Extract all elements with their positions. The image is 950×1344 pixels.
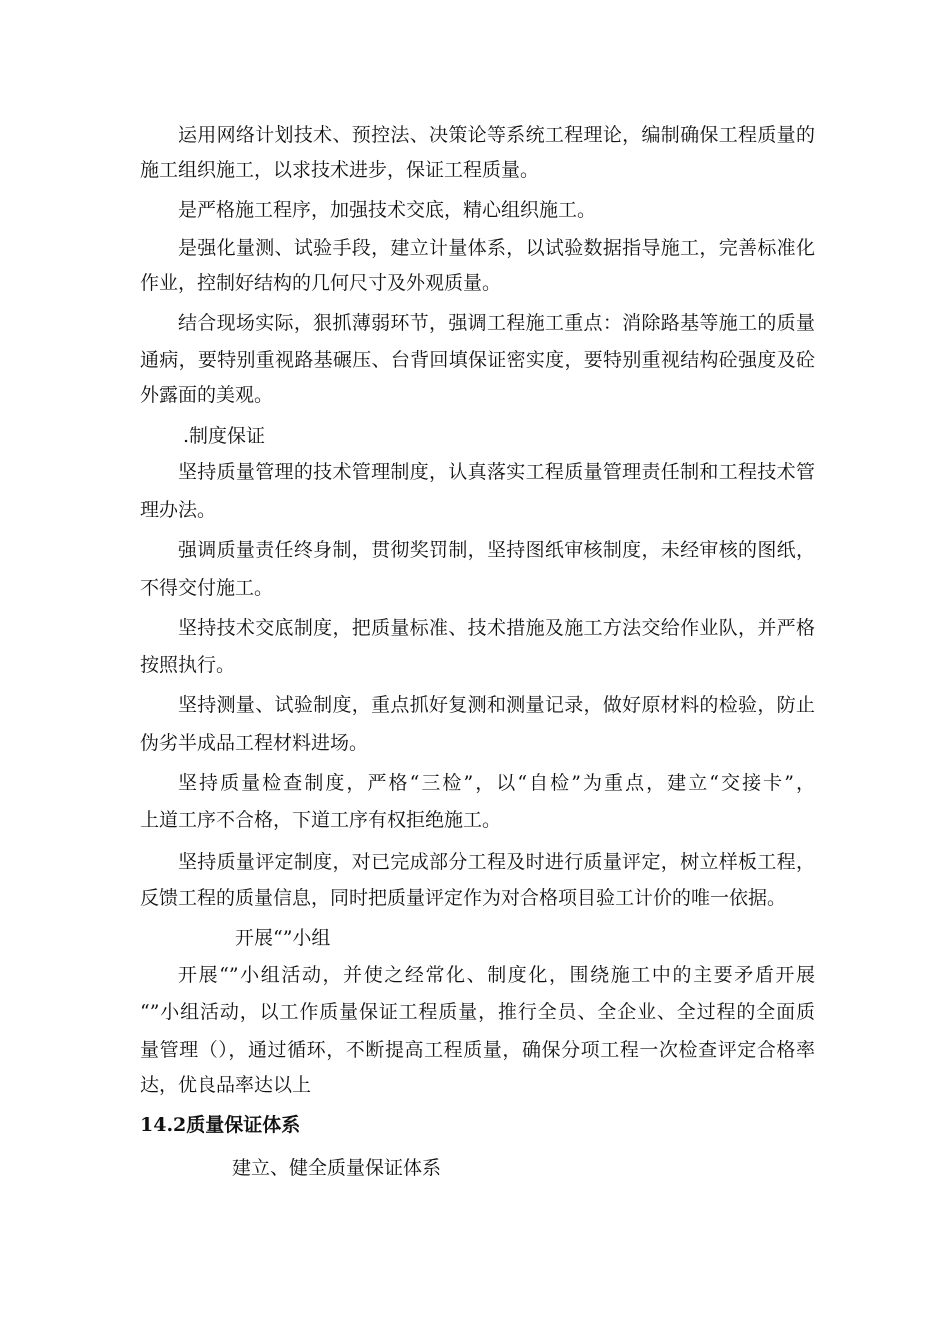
- paragraph-line: 坚持技术交底制度，把质量标准、技术措施及施工方法交给作业队，并严格: [178, 617, 815, 639]
- paragraph-line: 按照执行。: [140, 654, 236, 676]
- paragraph-line: 伪劣半成品工程材料进场。: [140, 732, 369, 754]
- paragraph-line: 反馈工程的质量信息，同时把质量评定作为对合格项目验工计价的唯一依据。: [140, 887, 787, 909]
- paragraph-line: 强调质量责任终身制，贯彻奖罚制，坚持图纸审核制度，未经审核的图纸，: [178, 539, 815, 561]
- paragraph-line: 通病，要特别重视路基碾压、台背回填保证密实度，要特别重视结构砼强度及砼: [140, 349, 815, 371]
- paragraph-line: 作业，控制好结构的几何尺寸及外观质量。: [140, 272, 502, 294]
- paragraph-line: 坚持测量、试验制度，重点抓好复测和测量记录，做好原材料的检验，防止: [178, 694, 815, 716]
- paragraph-line: 施工组织施工，以求技术进步，保证工程质量。: [140, 159, 540, 181]
- paragraph-line: 是严格施工程序，加强技术交底，精心组织施工。: [178, 199, 597, 221]
- subheading: 开展“”小组: [235, 927, 331, 949]
- subheading: 建立、健全质量保证体系: [232, 1157, 442, 1179]
- paragraph-line: 是强化量测、试验手段，建立计量体系，以试验数据指导施工，完善标准化: [178, 237, 815, 259]
- section-heading: 14.2质量保证体系: [140, 1114, 301, 1136]
- paragraph-line: 运用网络计划技术、预控法、决策论等系统工程理论，编制确保工程质量的: [178, 124, 815, 146]
- paragraph-line: 不得交付施工。: [140, 577, 274, 599]
- paragraph-line: 外露面的美观。: [140, 384, 274, 406]
- paragraph-line: 坚持质量评定制度，对已完成部分工程及时进行质量评定，树立样板工程，: [178, 851, 815, 873]
- paragraph-line: 理办法。: [140, 499, 217, 521]
- paragraph-line: 开展“”小组活动，并使之经常化、制度化，围绕施工中的主要矛盾开展: [178, 964, 815, 986]
- paragraph-line: 上道工序不合格，下道工序有权拒绝施工。: [140, 809, 502, 831]
- paragraph-line: 坚持质量管理的技术管理制度，认真落实工程质量管理责任制和工程技术管: [178, 461, 815, 483]
- paragraph-line: “”小组活动，以工作质量保证工程质量，推行全员、全企业、全过程的全面质: [140, 1001, 815, 1023]
- paragraph-line: 坚持质量检查制度，严格“三检”，以“自检”为重点，建立“交接卡”，: [178, 772, 815, 794]
- paragraph-line: 达，优良品率达以上: [140, 1074, 312, 1096]
- paragraph-line: 结合现场实际，狠抓薄弱环节，强调工程施工重点：消除路基等施工的质量: [178, 312, 815, 334]
- subheading: .制度保证: [183, 425, 266, 447]
- paragraph-line: 量管理（），通过循环，不断提高工程质量，确保分项工程一次检查评定合格率: [140, 1039, 815, 1061]
